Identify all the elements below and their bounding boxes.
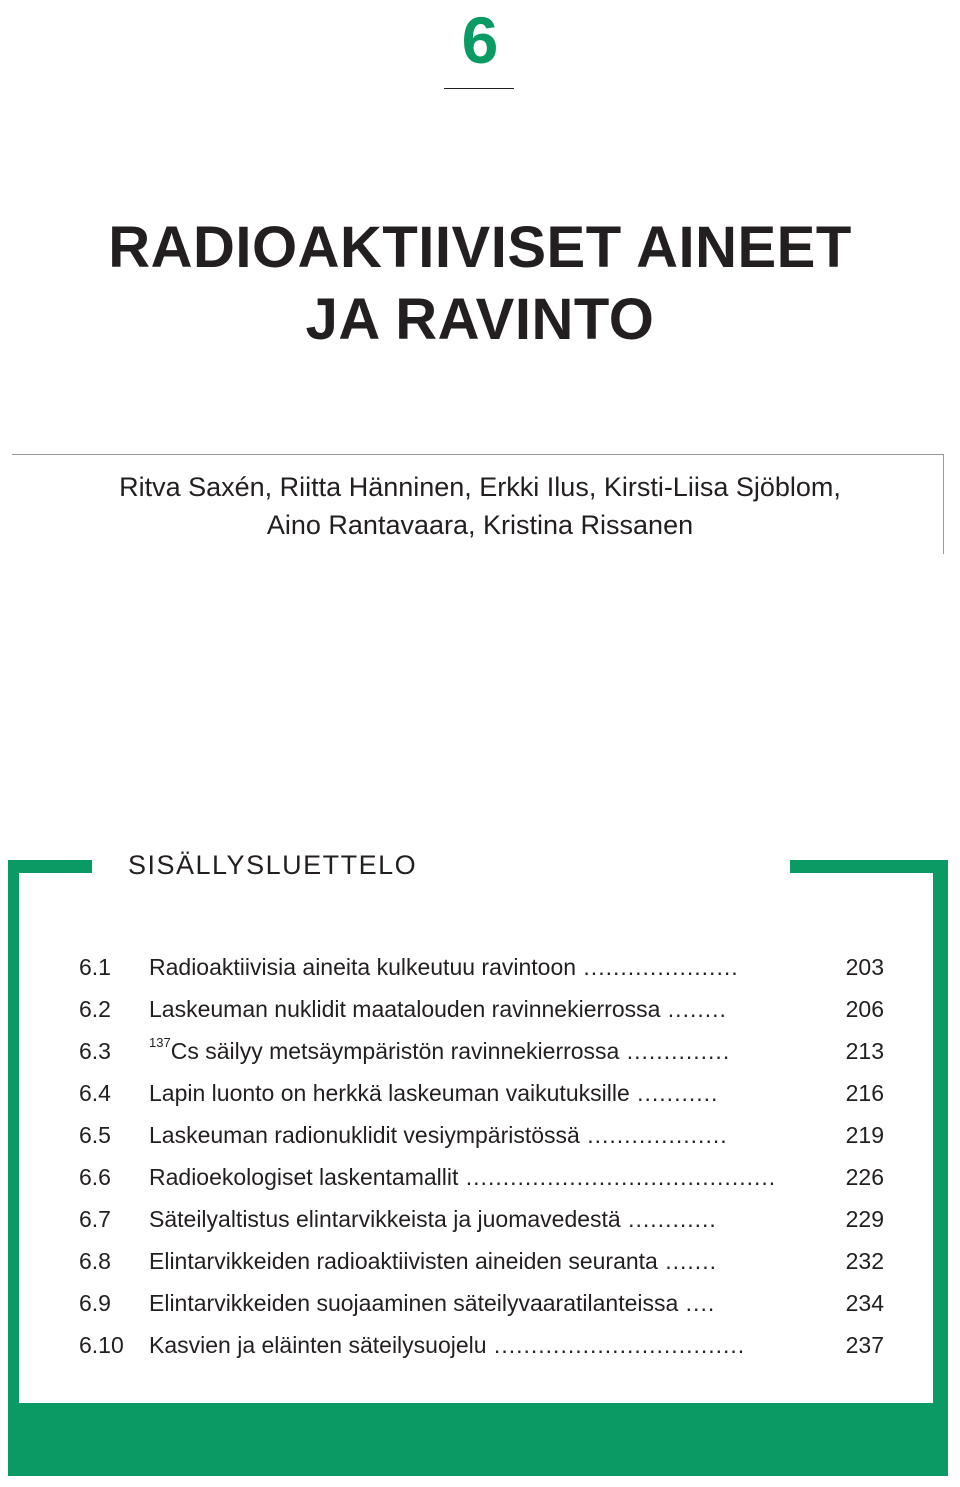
toc-item-title-text: Laskeuman nuklidit maatalouden ravinnekierrossa: [149, 996, 661, 1022]
toc-item-leader-dots: .......: [657, 1248, 717, 1274]
toc-item-isotope-mass: 137: [149, 1035, 171, 1051]
toc-item-title-text: Radioaktiivisia aineita kulkeutuu ravintoon: [149, 954, 577, 980]
toc-item-page: 219: [845, 1122, 884, 1148]
chapter-number-rule: [444, 88, 514, 89]
toc-item-leader-dots: ..........................................: [458, 1164, 777, 1190]
toc-item-leader-dots: ...........: [629, 1080, 719, 1106]
chapter-number: 6: [461, 3, 499, 77]
toc-item[interactable]: [0, 1240, 960, 1282]
toc-item-page: 237: [845, 1332, 884, 1358]
toc-item-title: [149, 1240, 813, 1282]
toc-item-leader-dots: ..............: [619, 1038, 731, 1064]
toc-item-leader-dots: .....................: [576, 954, 739, 980]
toc-item-title-text: Elintarvikkeiden radioaktiivisten aineiden seuranta: [149, 1248, 658, 1274]
toc-item-title-text: Elintarvikkeiden suojaaminen säteilyvaaratilanteissa: [149, 1290, 679, 1316]
toc-item-title: [149, 988, 813, 1030]
toc-item[interactable]: [0, 946, 960, 988]
toc-item-number: 6.9: [79, 1290, 111, 1316]
toc-item-number: 6.2: [79, 996, 111, 1022]
toc-item-page: 213: [845, 1038, 884, 1064]
toc-item[interactable]: [0, 1030, 960, 1072]
toc-item[interactable]: [0, 1072, 960, 1114]
toc-item-number: 6.7: [79, 1206, 111, 1232]
toc-item-title: [149, 1324, 813, 1366]
toc-item-number: 6.5: [79, 1122, 111, 1148]
toc-item-leader-dots: ...................: [579, 1122, 728, 1148]
toc-item-title-text: Cs säilyy metsäympäristön ravinnekierrossa: [170, 1038, 620, 1064]
toc-item[interactable]: [0, 1114, 960, 1156]
toc-item-leader-dots: ........: [660, 996, 727, 1022]
toc-item-page: 226: [845, 1164, 884, 1190]
toc-heading: SISÄLLYSLUETTELO: [128, 850, 418, 880]
toc-item-page: 203: [845, 954, 884, 980]
chapter-title: [0, 212, 960, 356]
toc-item-number: 6.6: [79, 1164, 111, 1190]
toc-item-page: 206: [845, 996, 884, 1022]
toc-item[interactable]: [0, 1156, 960, 1198]
toc-item-leader-dots: ............: [620, 1206, 717, 1232]
toc-item-title: [149, 946, 813, 988]
toc-item-title-text: Lapin luonto on herkkä laskeuman vaikutuksille: [149, 1080, 630, 1106]
toc-item-title-text: Laskeuman radionuklidit vesiympäristössä: [149, 1122, 580, 1148]
toc-item-title: [149, 1282, 813, 1324]
toc-item-title: [149, 1198, 813, 1240]
chapter-title-line-2: JA RAVINTO: [305, 287, 655, 352]
toc-item-title-text: Säteilyaltistus elintarvikkeista ja juomavedestä: [149, 1206, 621, 1232]
toc-item-number: 6.1: [79, 954, 111, 980]
toc-item-leader-dots: ....: [678, 1290, 716, 1316]
authors-line-2: Aino Rantavaara, Kristina Rissanen: [266, 510, 694, 540]
toc-item-title: [149, 1114, 813, 1156]
toc-item[interactable]: [0, 1282, 960, 1324]
toc-item-title: [149, 1030, 813, 1072]
authors-rule-horizontal: [12, 454, 944, 455]
toc-item[interactable]: [0, 1198, 960, 1240]
toc-item-title-text: Radioekologiset laskentamallit: [149, 1164, 459, 1190]
authors-block: [0, 468, 960, 544]
toc-item-leader-dots: ..................................: [486, 1332, 746, 1358]
toc-item-number: 6.8: [79, 1248, 111, 1274]
toc-item-title-text: Kasvien ja eläinten säteilysuojelu: [149, 1332, 487, 1358]
toc-item-number: 6.3: [79, 1038, 111, 1064]
toc-item-title: [149, 1072, 813, 1114]
toc-item-number: 6.10: [79, 1332, 124, 1358]
toc-item-page: 216: [845, 1080, 884, 1106]
toc-item-title: [149, 1156, 813, 1198]
toc-item-number: 6.4: [79, 1080, 111, 1106]
chapter-title-line-1: RADIOAKTIIVISET AINEET: [108, 215, 852, 280]
toc-item-page: 229: [845, 1206, 884, 1232]
toc-item[interactable]: [0, 988, 960, 1030]
toc-item-page: 234: [845, 1290, 884, 1316]
toc-item[interactable]: [0, 1324, 960, 1366]
authors-line-1: Ritva Saxén, Riitta Hänninen, Erkki Ilus, Kirsti-Liisa Sjöblom,: [119, 472, 841, 502]
toc-item-page: 232: [845, 1248, 884, 1274]
